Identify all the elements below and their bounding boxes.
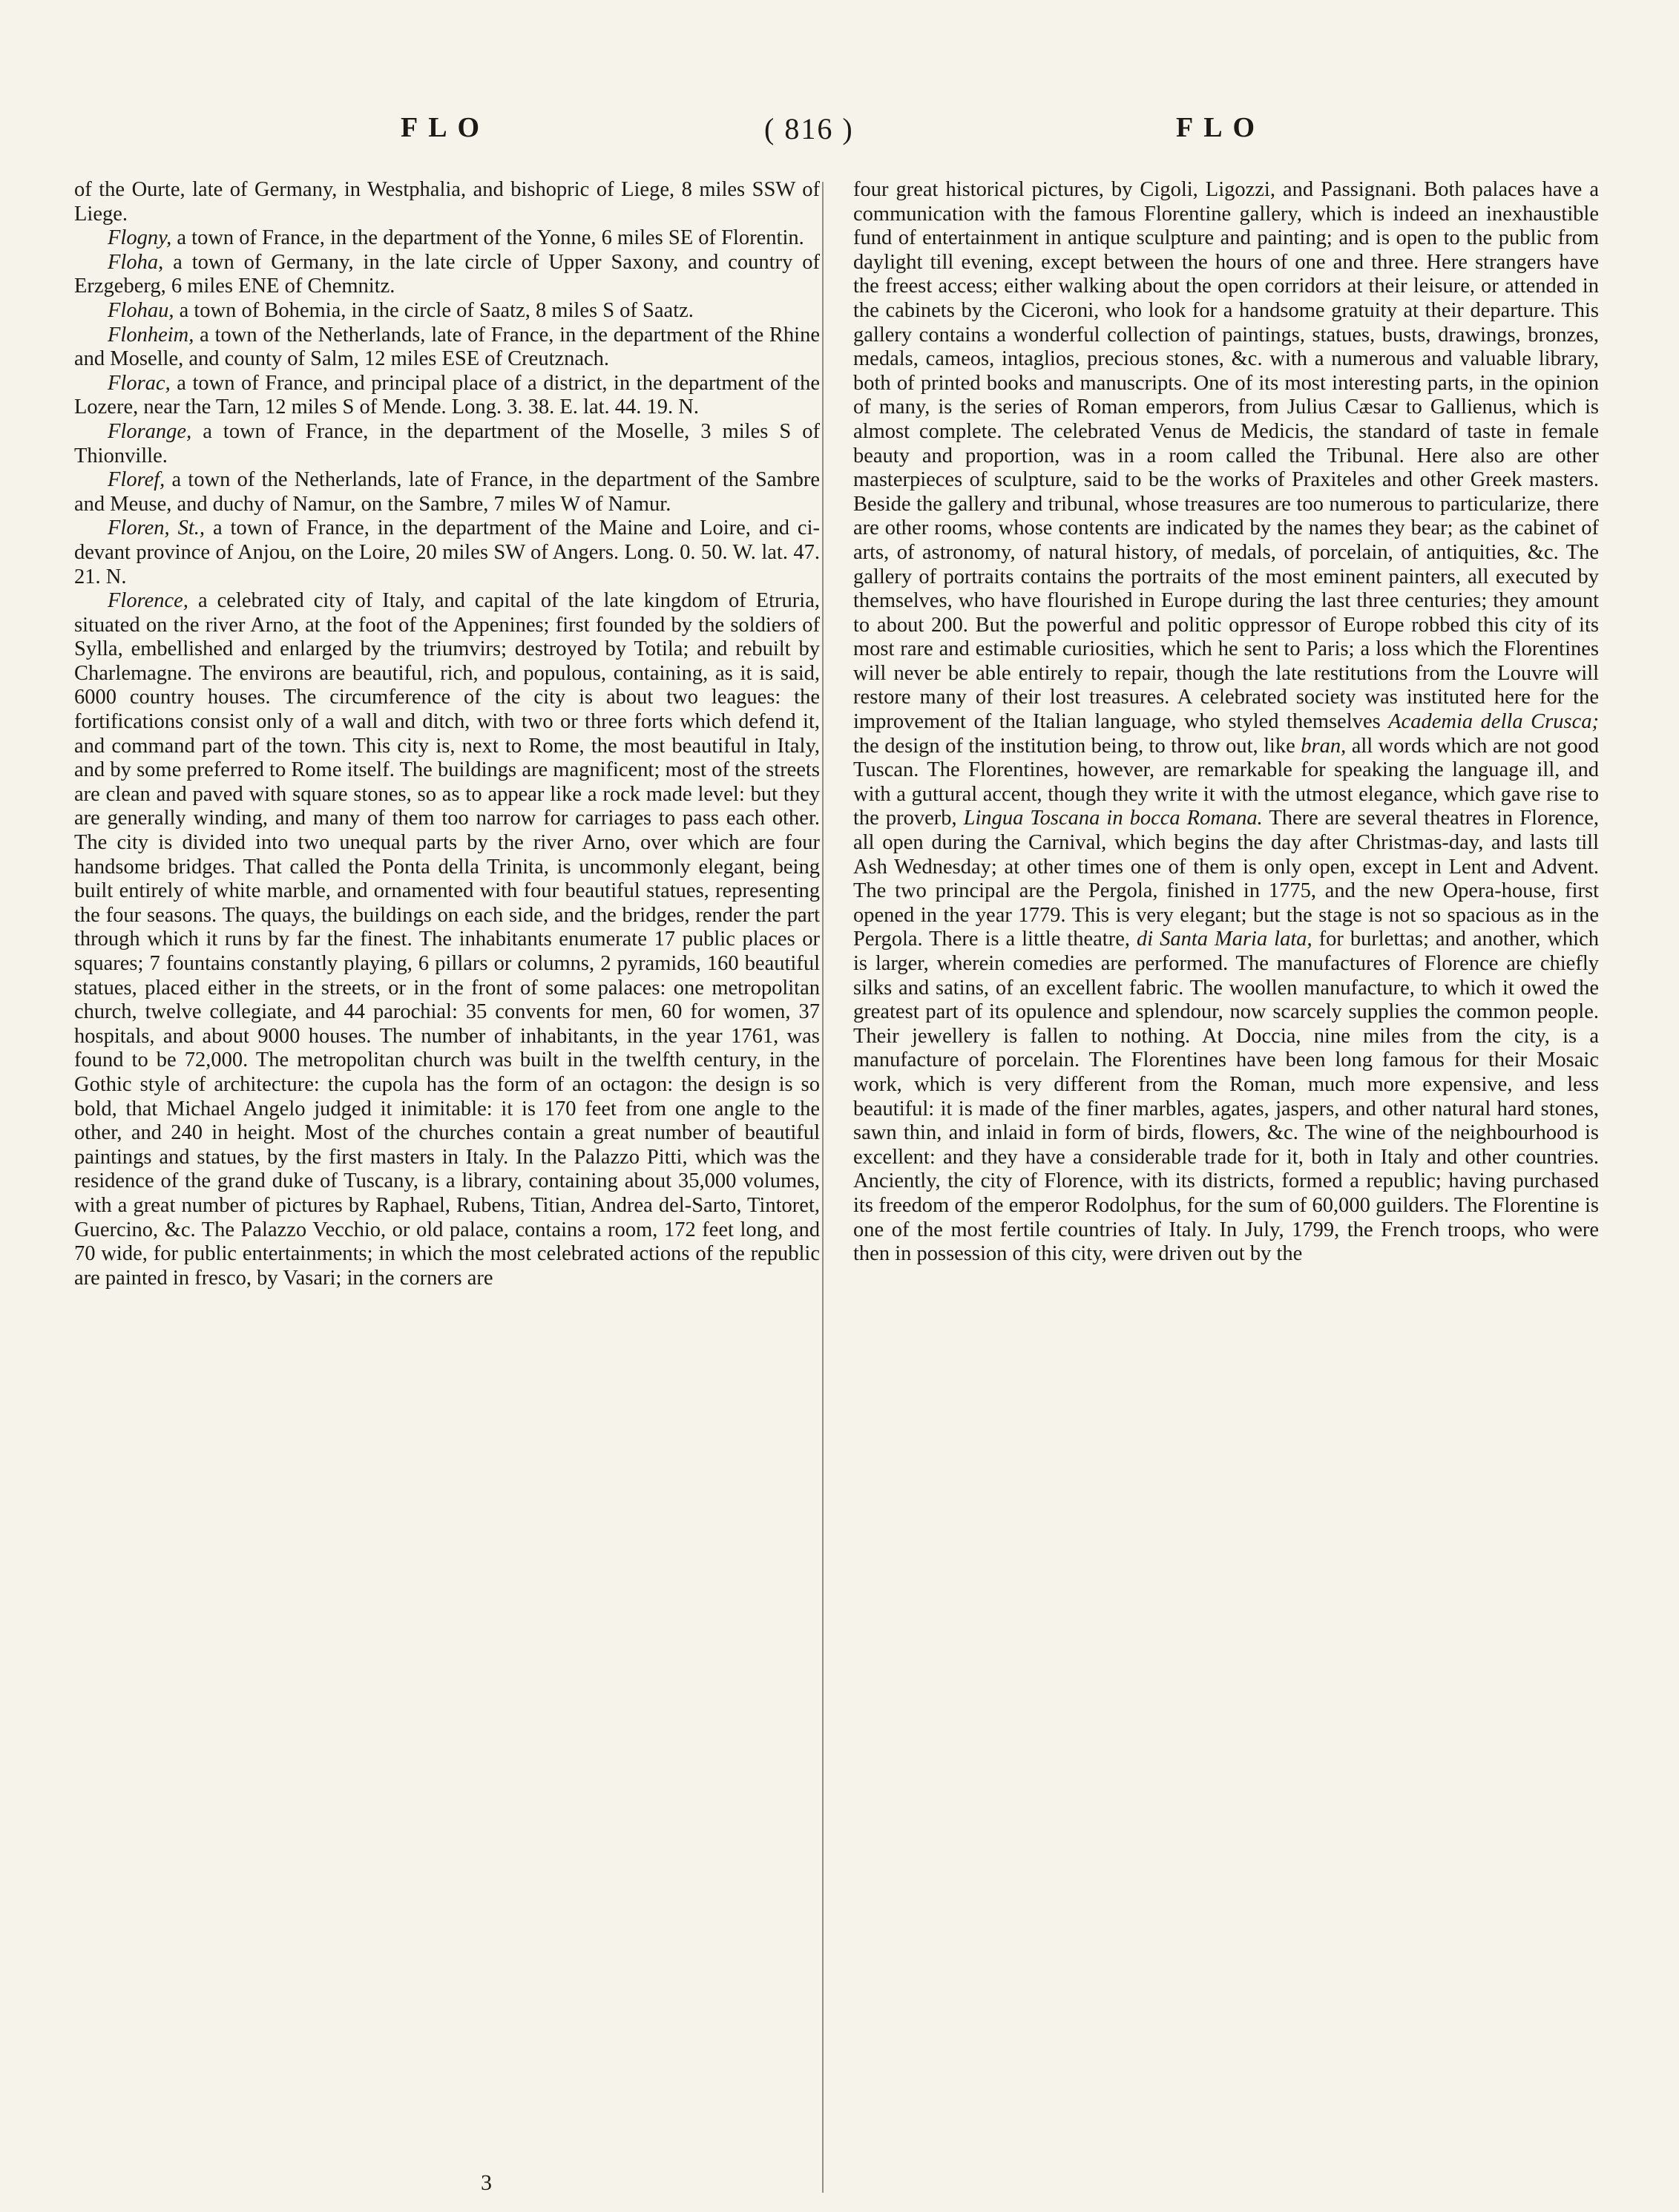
gazetteer-entry: [74, 178, 820, 226]
entry-text: a celebrated city of Italy, and capital of the late kingdom of Etruria, situated on the river Arno, at the foot of the Appenines; first founded by the soldiers of Sylla, embellished and enlarged by the triumvirs; destroyed by Totila; and rebuilt by Charlemagne. The environs are beautiful, rich, and populous, containing, as it is said, 6000 country houses. The circumference of the city is about two leagues: the fortifications consist only of a wall and ditch, with two or three forts which defend it, and command part of the town. This city is, next to Rome, the most beautiful in Italy, and by some preferred to Rome itself. The buildings are magnificent; most of the streets are clean and paved with square stones, so as to appear like a rock made level: but they are generally winding, and many of them too narrow for carriages to pass each other. The city is divided into two unequal parts by the river Arno, over which are four handsome bridges. That called the Ponta della Trinita, is uncommonly elegant, being built entirely of white marble, and ornamented with four beautiful statues, representing the four seasons. The quays, the buildings on each side, and the bridges, render the part through which it runs by far the finest. The inhabitants enumerate 17 public places or squares; 7 fountains constantly playing, 6 pillars or columns, 2 pyramids, 160 beautiful statues, placed either in the streets, or in the front of some palaces: one metropolitan church, twelve collegiate, and 44 parochial: 35 convents for men, 60 for women, 37 hospitals, and about 9000 houses. The number of inhabitants, in the year 1761, was found to be 72,000. The metropolitan church was built in the twelfth century, in the Gothic style of architecture: the cupola has the form of an octagon: the design is so bold, that Michael Angelo judged it inimitable: it is 170 feet from one angle to the other, and 240 in height. Most of the churches contain a great number of beautiful paintings and statues, by the first masters in Italy. In the Palazzo Pitti, which was the residence of the grand duke of Tuscany, is a library, containing about 35,000 volumes, with a great number of pictures by Raphael, Rubens, Titian, Andrea del-Sarto, Tintoret, Guercino, &c. The Palazzo Vecchio, or old palace, contains a room, 172 feet long, and 70 wide, for public entertainments; in which the most celebrated actions of the republic are painted in fresco, by Vasari; in the corners are: [74, 589, 820, 1290]
gazetteer-entry: [74, 516, 820, 589]
column-rule: [822, 182, 824, 2193]
text-run: four great historical pictures, by Cigoli, Ligozzi, and Passignani. Both palaces have a communication with the famous Florentine gallery, which is indeed an inexhaustible fund of entertainment in antique sculpture and painting; and is open to the public from daylight till evening, except between the hours of one and three. Here strangers have the freest access; either walking about the open corridors at their leisure, or attended in the cabinets by the Ciceroni, who look for a handsome gratuity at their departure. This gallery contains a wonderful collection of paintings, statues, busts, drawings, bronzes, medals, cameos, intaglios, precious stones, &c. with a numerous and valuable library, both of printed books and manuscripts. One of its most interesting parts, in the opinion of many, is the series of Roman emperors, from Julius Cæsar to Gallienus, which is almost complete. The celebrated Venus de Medicis, the standard of taste in female beauty and proportion, was in a room called the Tribunal. Here also are other masterpieces of sculpture, said to be the works of Praxiteles and other Greek masters. Beside the gallery and tribunal, whose treasures are too numerous to particularize, there are other rooms, whose contents are indicated by the names they bear; as the cabinet of arts, of astronomy, of natural history, of medals, of porcelain, of antiquities, &c. The gallery of portraits contains the portraits of the most eminent painters, all executed by themselves, who have flourished in Europe during the last three centuries; they amount to about 200. But the powerful and politic oppressor of Europe robbed this city of its most rare and estimable curiosities, which he sent to Paris; a loss which the Florentines will never be able entirely to repair, though the late restitutions from the Louvre will restore many of their lost treasures. A celebrated society was instituted here for the improvement of the Italian language, who styled themselves: [853, 178, 1599, 734]
entry-text: a town of France, in the department of the Yonne, 6 miles SE of Florentin.: [171, 226, 804, 250]
text-run: for burlettas; and another, which is larger, wherein comedies are performed. The manufactures of Florence are chiefly silks and satins, of an excellent fabric. The woollen manufacture, to which it owed the greatest part of its opulence and splendour, now scarcely supplies the common people. Their jewellery is fallen to nothing. At Doccia, nine miles from the city, is a manufacture of porcelain. The Florentines have been long famous for their Mosaic work, which is very different from the Roman, much more expensive, and less beautiful: it is made of the finer marbles, agates, jaspers, and other natural hard stones, sawn thin, and inlaid in form of birds, flowers, &c. The wine of the neighbourhood is excellent: and they have a considerable trade for it, both in Italy and other countries. Anciently, the city of Florence, with its districts, formed a republic; having purchased its freedom of the emperor Rodolphus, for the sum of 60,000 guilders. The Florentine is one of the most fertile countries of Italy. In July, 1799, the French troops, who were then in possession of this city, were driven out by the: [853, 928, 1600, 1266]
italic-phrase: di Santa Maria lata,: [1136, 928, 1312, 951]
gazetteer-entry: [74, 251, 820, 299]
gazetteer-entry: [74, 372, 820, 420]
entry-text: a town of Bohemia, in the circle of Saatz, 8 miles S of Saatz.: [174, 298, 694, 322]
text-run: all words which are not good Tuscan. The Florentines, however, are remarkable for speaking the language ill, and with a guttural accent, though they write it with the utmost elegance, which gave rise to the proverb,: [853, 734, 1599, 830]
signature-mark: 3: [481, 2170, 492, 2195]
entry-headword: Flonheim,: [108, 323, 194, 347]
italic-phrase: Academia della Crusca;: [1388, 710, 1600, 734]
entry-headword: Flogny,: [108, 226, 172, 250]
entry-headword: Floha,: [108, 250, 164, 274]
entry-text: a town of France, and principal place of a district, in the department of the Lozere, near the Tarn, 12 miles S of Mende. Long. 3. 38. E. lat. 44. 19. N.: [74, 371, 820, 419]
italic-phrase: Lingua Toscana in bocca Romana.: [963, 807, 1263, 830]
entry-text: a town of France, in the department of the Moselle, 3 miles S of Thionville.: [74, 419, 820, 467]
entry-text: a town of the Netherlands, late of France, in the department of the Sambre and Meuse, and duchy of Namur, on the Sambre, 7 miles W of Namur.: [74, 468, 820, 516]
entry-text: a town of Germany, in the late circle of Upper Saxony, and country of Erzgeberg, 6 miles ENE of Chemnitz.: [74, 250, 820, 298]
running-head-right: FLO: [1176, 112, 1266, 143]
entry-text: a town of France, in the department of the Maine and Loire, and ci-devant province of Anjou, on the Loire, 20 miles SW of Angers. Long. 0. 50. W. lat. 47. 21. N.: [74, 516, 820, 588]
gazetteer-entry: [74, 324, 820, 372]
entry-text: of the Ourte, late of Germany, in Westphalia, and bishopric of Liege, 8 miles SSW of Liege.: [74, 178, 820, 226]
italic-phrase: bran,: [1301, 734, 1347, 758]
running-head: [0, 111, 1679, 163]
entry-headword: Floren, St.,: [108, 516, 205, 540]
entry-headword: Floref,: [108, 468, 165, 492]
gazetteer-entry: [74, 299, 820, 324]
running-head-left: FLO: [401, 112, 490, 143]
gazetteer-entry: [74, 468, 820, 516]
entry-headword: Florac,: [108, 371, 171, 395]
text-run: the design of the institution being, to throw out, like: [853, 734, 1301, 758]
entry-headword: Florence,: [108, 589, 188, 613]
page-number: ( 816 ): [764, 112, 854, 145]
right-column: [853, 178, 1599, 1267]
text-run: There are several theatres in Florence, all open during the Carnival, which begins the day after Christmas-day, and lasts till Ash Wednesday; at other times one of them is only open, except in Lent and Advent. The two principal are the Pergola, finished in 1775, and the new Opera-house, first opened in the year 1779. This is very elegant; but the stage is not so spacious as in the Pergola. There is a little theatre,: [853, 807, 1600, 951]
entry-text: a town of the Netherlands, late of France, in the department of the Rhine and Moselle, and county of Salm, 12 miles ESE of Creutznach.: [74, 323, 820, 371]
gazetteer-entry: [74, 226, 820, 251]
gazetteer-entry: [74, 420, 820, 468]
left-column: [74, 178, 820, 1290]
entry-headword: Flohau,: [108, 298, 174, 322]
entry-headword: Florange,: [108, 419, 192, 443]
gazetteer-entry: [74, 589, 820, 1290]
florence-entry-continued: [853, 178, 1599, 1267]
